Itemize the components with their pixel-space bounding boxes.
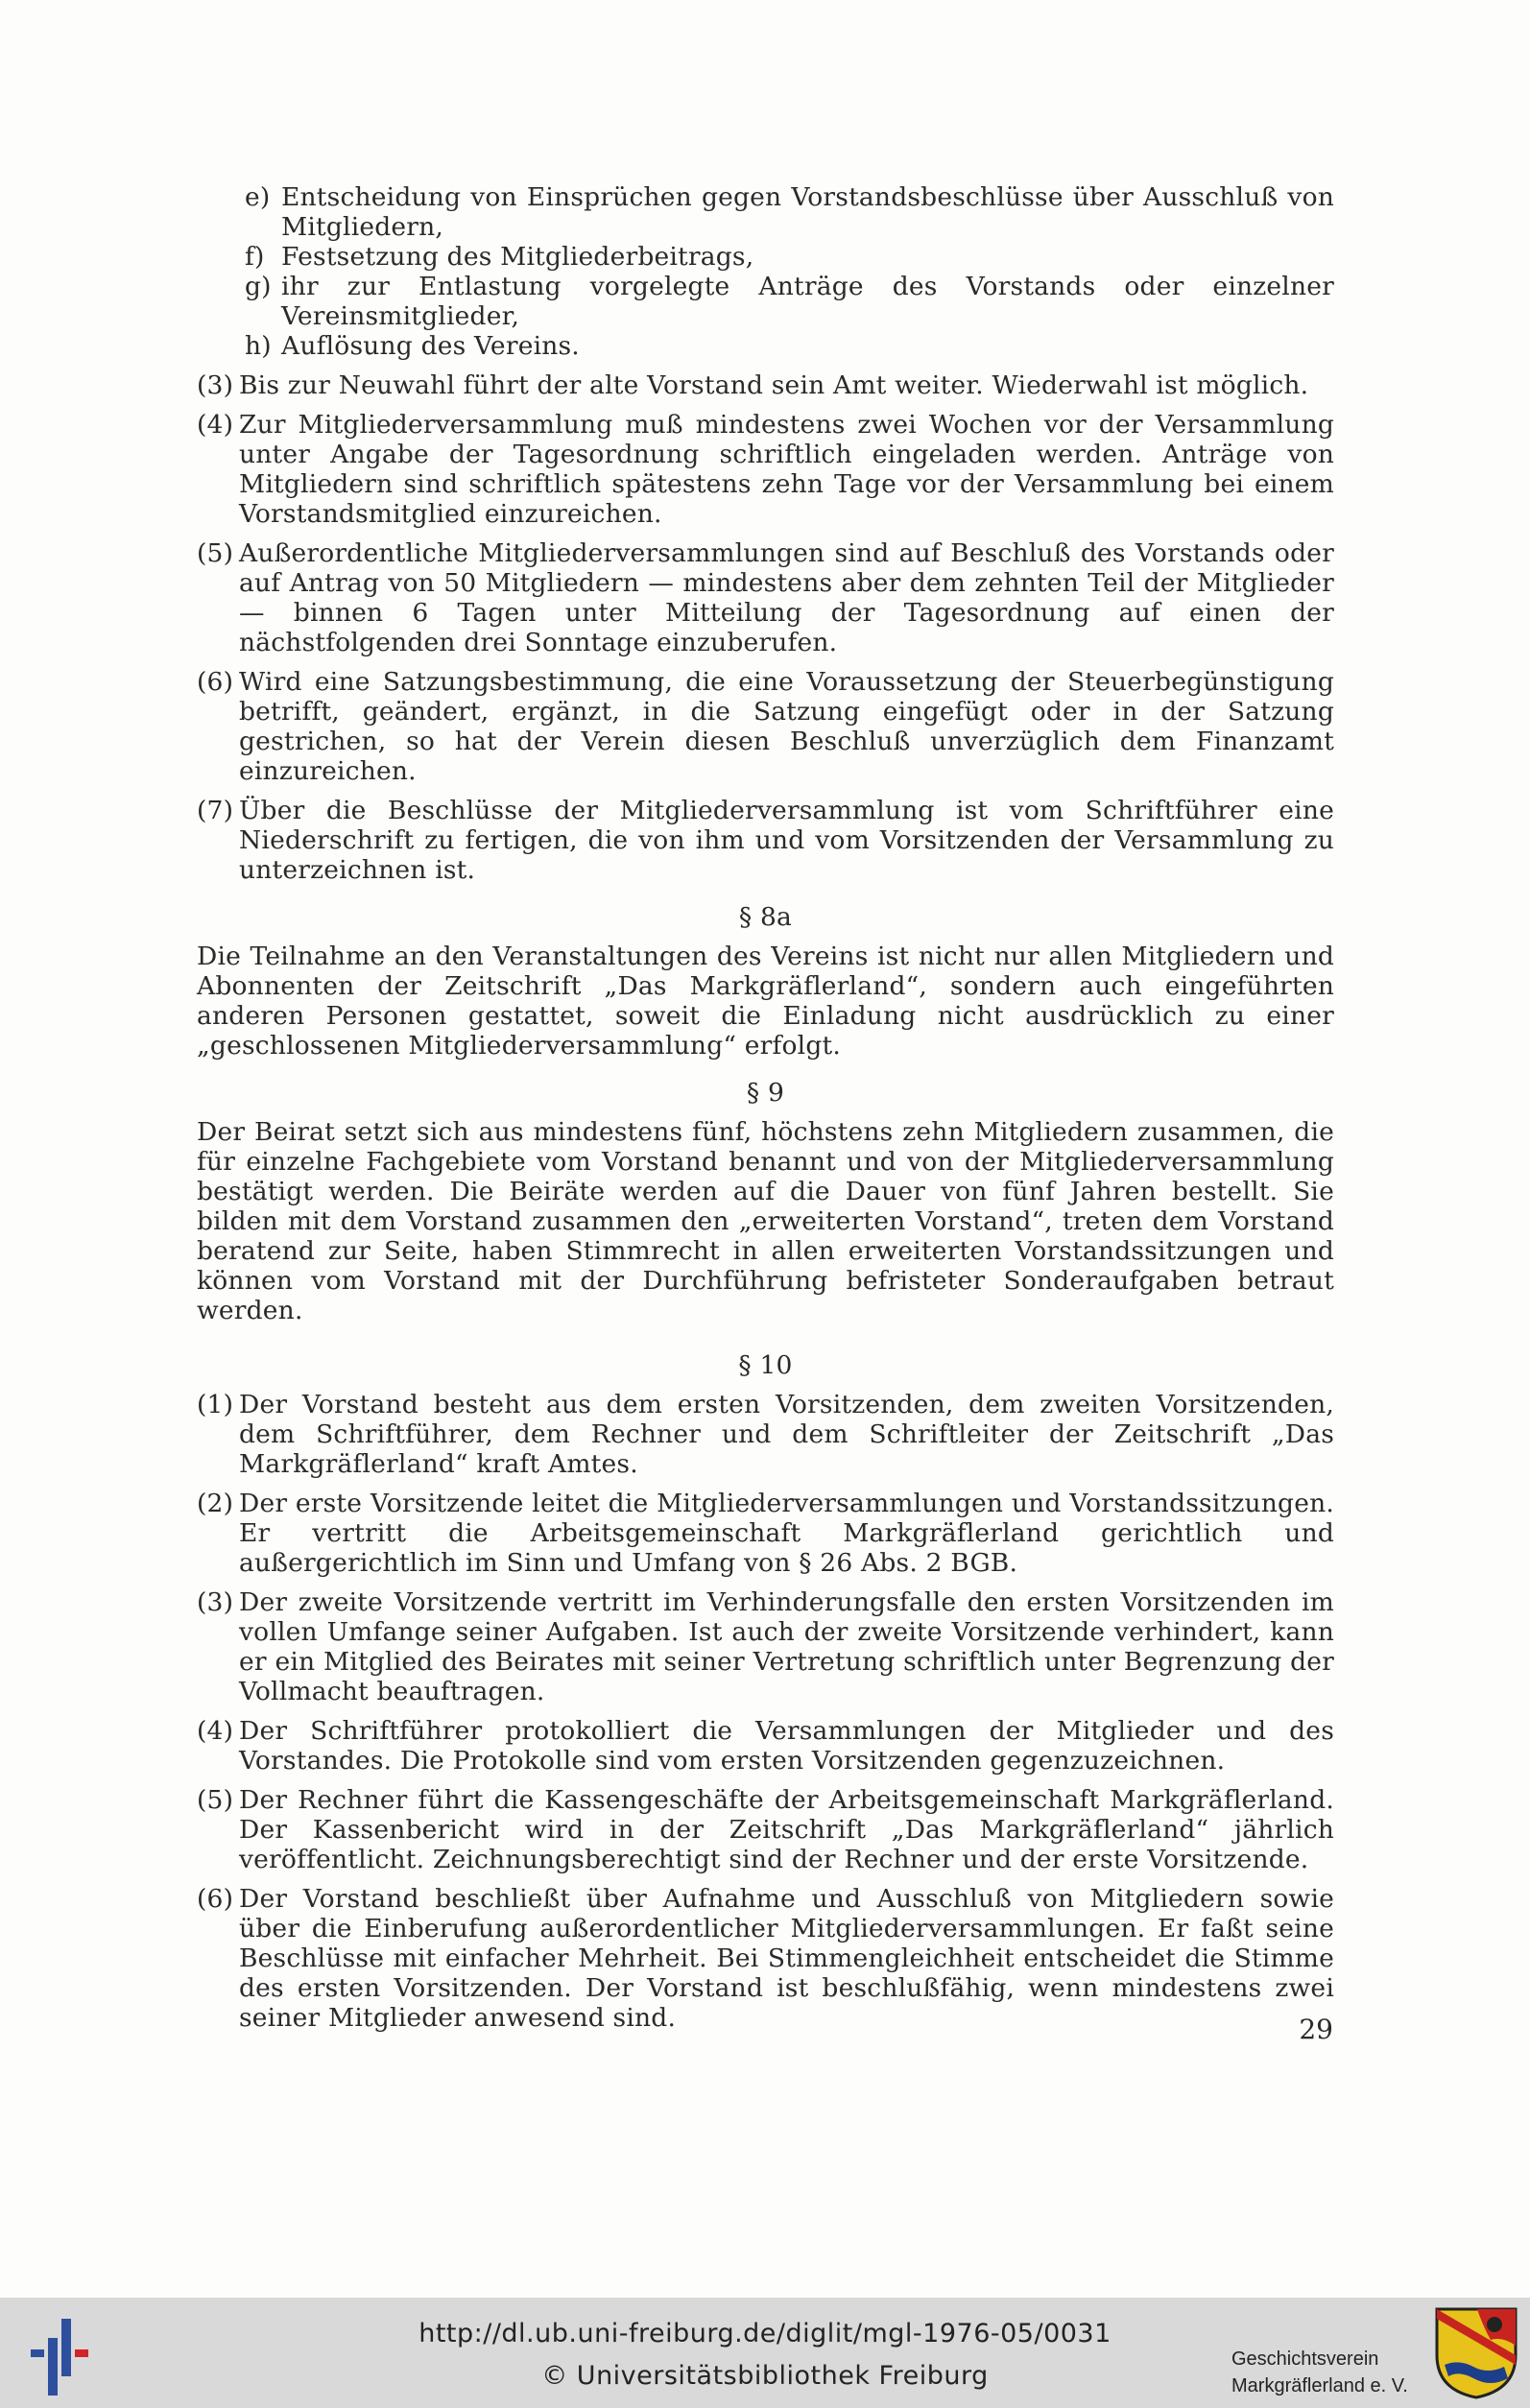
paragraph-number: (7) — [197, 796, 234, 825]
list-item-label: e) — [245, 182, 271, 212]
paragraph-number: (5) — [197, 538, 234, 568]
list-item — [245, 182, 1334, 242]
footer-bar — [0, 2298, 1530, 2408]
society-name — [1231, 2346, 1408, 2399]
paragraph-number: (3) — [197, 1587, 234, 1617]
numbered-paragraph — [197, 1390, 1334, 1479]
source-url-link[interactable]: http://dl.ub.uni-freiburg.de/diglit/mgl-1976-05/0031 — [418, 2319, 1112, 2348]
paragraph-text: Über die Beschlüsse der Mitgliederversammlung ist vom Schriftführer eine Niederschrift zu fertigen, die von ihm und vom Vorsitzenden der Versammlung zu unterzeichnen ist. — [239, 796, 1334, 885]
list-item-text: ihr zur Entlastung vorgelegte Anträge des Vorstands oder einzelner Vereinsmitglieder, — [281, 272, 1334, 331]
society-name-line1: Geschichtsverein — [1231, 2348, 1379, 2370]
paragraph-text: Wird eine Satzungsbestimmung, die eine Voraussetzung der Steuerbegünstigung betrifft, geändert, ergänzt, in die Satzung eingefügt oder in der Satzung gestrichen, so hat der Verein diesen Beschluß unverzüglich dem Finanzamt einzureichen. — [239, 667, 1334, 786]
numbered-paragraph — [197, 538, 1334, 657]
list-item-text: Auflösung des Vereins. — [281, 331, 580, 361]
numbered-paragraph — [197, 410, 1334, 529]
list-item — [245, 272, 1334, 331]
paragraph-text: Der Rechner führt die Kassengeschäfte der Arbeitsgemeinschaft Markgräflerland. Der Kassenbericht wird in der Zeitschrift „Das Markgräflerland“ jährlich veröffentlicht. Zeichnungsberechtigt sind der Rechner und der erste Vorsitzende. — [239, 1785, 1334, 1874]
coat-of-arms-icon — [1435, 2307, 1518, 2399]
paragraph-text: Der Vorstand besteht aus dem ersten Vorsitzenden, dem zweiten Vorsitzenden, dem Schriftführer, dem Rechner und dem Schriftleiter der Zeitschrift „Das Markgräflerland“ kraft Amtes. — [239, 1390, 1334, 1479]
section-heading-10: § 10 — [738, 1350, 793, 1380]
numbered-paragraph — [197, 796, 1334, 885]
list-item-label: g) — [245, 272, 272, 301]
society-name-line2: Markgräflerland e. V. — [1231, 2375, 1408, 2396]
section-heading-9: § 9 — [746, 1078, 785, 1108]
paragraph-number: (4) — [197, 1716, 234, 1746]
paragraph-text: Der zweite Vorsitzende vertritt im Verhinderungsfalle den ersten Vorsitzenden im vollen Umfange seiner Aufgaben. Ist auch der zweite Vorsitzende verhindert, kann er ein Mitglied des Beirates mit seiner Vertretung schriftlich unter Begrenzung der Vollmacht beauftragen. — [239, 1587, 1334, 1706]
paragraph-text: Der erste Vorsitzende leitet die Mitgliederversammlungen und Vorstandssitzungen. Er vertritt die Arbeitsgemeinschaft Markgräflerland gerichtlich und außergerichtlich im Sinn und Umfang von § 26 Abs. 2 BGB. — [239, 1489, 1334, 1578]
numbered-paragraph — [197, 1716, 1334, 1776]
paragraph-number: (6) — [197, 1884, 234, 1914]
paragraph-number: (1) — [197, 1390, 234, 1419]
list-item — [245, 331, 1334, 361]
paragraph-text: Bis zur Neuwahl führt der alte Vorstand sein Amt weiter. Wiederwahl ist möglich. — [239, 370, 1309, 400]
sub-list — [245, 182, 1334, 361]
section-9-text: Der Beirat setzt sich aus mindestens fünf, höchstens zehn Mitgliedern zusammen, die für einzelne Fachgebiete vom Vorstand benannt und von der Mitgliederversammlung bestätigt werden. Die Beiräte werden auf die Dauer von fünf Jahren bestellt. Sie bilden mit dem Vorstand zusammen den „erweiterten Vorstand“, treten dem Vorstand beratend zur Seite, haben Stimmrecht in allen erweiterten Vorstandssitzungen und können vom Vorstand mit der Durchführung befristeter Sonderaufgaben betraut werden. — [197, 1117, 1334, 1325]
paragraph-text: Der Vorstand beschließt über Aufnahme und Ausschluß von Mitgliedern sowie über die Einberufung außerordentlicher Mitgliederversammlungen. Er faßt seine Beschlüsse mit einfacher Mehrheit. Bei Stimmengleichheit entscheidet die Stimme des ersten Vorsitzenden. Der Vorstand ist beschlußfähig, wenn mindestens zwei seiner Mitglieder anwesend sind. — [239, 1884, 1334, 2033]
list-item-label: h) — [245, 331, 272, 361]
list-item-text: Entscheidung von Einsprüchen gegen Vorstandsbeschlüsse über Ausschluß von Mitgliedern, — [281, 182, 1334, 242]
section-heading-8a: § 8a — [738, 902, 793, 932]
numbered-paragraph — [197, 1884, 1334, 2033]
paragraph-number: (6) — [197, 667, 234, 697]
paragraph-text: Außerordentliche Mitgliederversammlungen sind auf Beschluß des Vorstands oder auf Antrag von 50 Mitgliedern — mindestens aber dem zehnten Teil der Mitglieder — binnen 6 Tagen unter Mitteilung der Tagesordnung auf einen der nächstfolgenden drei Sonntage einzuberufen. — [239, 538, 1334, 657]
list-item — [245, 242, 1334, 272]
numbered-paragraph — [197, 370, 1334, 400]
section-8a-text: Die Teilnahme an den Veranstaltungen des Vereins ist nicht nur allen Mitgliedern und Abonnenten der Zeitschrift „Das Markgräflerland“, sondern auch eingeführten anderen Personen gestattet, soweit die Einladung nicht ausdrücklich zu einer „geschlossenen Mitgliederversammlung“ erfolgt. — [197, 942, 1334, 1061]
paragraph-number: (3) — [197, 370, 234, 400]
paragraph-number: (2) — [197, 1489, 234, 1518]
numbered-paragraph — [197, 1489, 1334, 1578]
list-item-text: Festsetzung des Mitgliederbeitrags, — [281, 242, 754, 272]
list-item-label: f) — [245, 242, 265, 272]
paragraph-number: (4) — [197, 410, 234, 440]
paragraph-text: Zur Mitgliederversammlung muß mindestens zwei Wochen vor der Versammlung unter Angabe der Tagesordnung schriftlich eingeladen werden. Anträge von Mitgliedern sind schriftlich spätestens zehn Tage vor der Versammlung bei einem Vorstandsmitglied einzureichen. — [239, 410, 1334, 529]
paragraph-text: Der Schriftführer protokolliert die Versammlungen der Mitglieder und des Vorstandes. Die Protokolle sind vom ersten Vorsitzenden gegenzuzeichnen. — [239, 1716, 1334, 1776]
numbered-paragraph — [197, 1785, 1334, 1874]
numbered-paragraph — [197, 667, 1334, 786]
page-number: 29 — [1299, 2014, 1333, 2045]
numbered-paragraph — [197, 1587, 1334, 1706]
paragraph-number: (5) — [197, 1785, 234, 1815]
copyright-text: © Universitätsbibliothek Freiburg — [541, 2361, 989, 2391]
page-content — [197, 182, 1334, 2033]
